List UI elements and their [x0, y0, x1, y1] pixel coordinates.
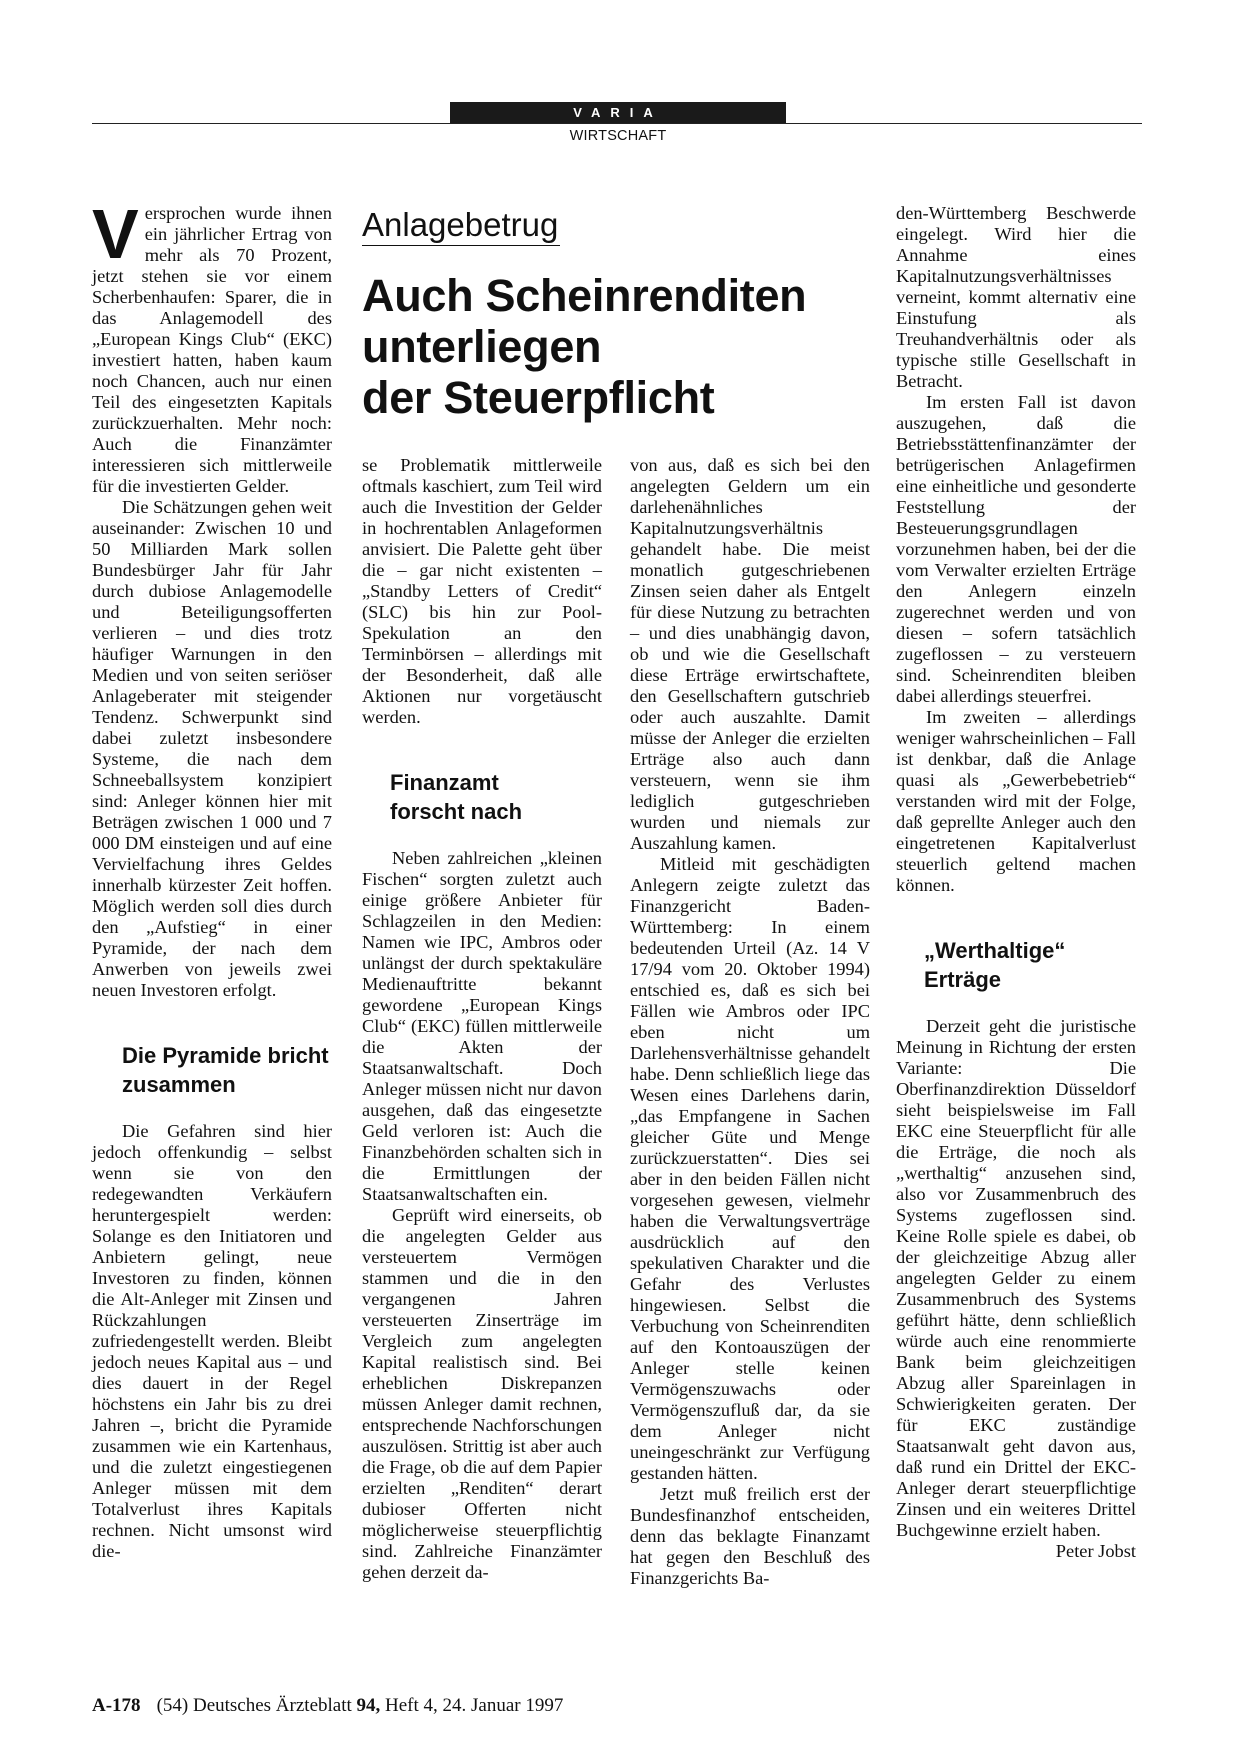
lead-text: ersprochen wurde ihnen ein jährlicher Ertrag von mehr als 70 Prozent, jetzt stehen sie vor einem Scherbenhaufen: Sparer, die in das Anlagemodell des „European Kings Club“ (EKC) investiert hatten, haben kaum noch Chancen, auch nur einen Teil des eingesetzten Kapitals zurückzuerhalten. Mehr noch: Auch die Finanzämter interessieren sich mittlerweile für die investierten Gelder. [92, 203, 332, 496]
article-kicker: Anlagebetrug [362, 205, 560, 246]
paragraph: den-Württemberg Beschwerde eingelegt. Wird hier die Annahme eines Kapitalnutzungsverhältnisses verneint, kommt alternativ eine Einstufung als Treuhandverhältnis oder als typische stille Gesellschaft in Betracht. [896, 203, 1136, 391]
paragraph: Die Schätzungen gehen weit auseinander: Zwischen 10 und 50 Milliarden Mark sollen Bundesbürger Jahr für Jahr durch dubiose Anlagemodelle und Beteiligungsofferten verlieren – und dies trotz häufiger Warnungen in den Medien und von seiten seriöser Anlageberater mit steigender Tendenz. Schwerpunkt sind dabei zuletzt insbesondere Systeme, die nach dem Schneeballsystem konzipiert sind: Anleger können hier mit Beträgen zwischen 1 000 und 7 000 DM einsteigen und auf eine Vervielfachung ihres Geldes innerhalb kürzester Zeit hoffen. Möglich werden soll dies durch den „Aufstieg“ in einer Pyramide, der nach dem Anwerben von jeweils zwei neuen Investoren erfolgt. [92, 497, 332, 1000]
drop-cap: V [92, 195, 139, 273]
column-3 [630, 455, 870, 1589]
paragraph: Im ersten Fall ist davon auszugehen, daß die Betriebsstättenfinanzämter der betrügerischen Anlagefirmen eine einheitliche und gesonderte Feststellung der Besteuerungsgrundlagen vorzunehmen haben, bei der die vom Verwalter erzielten Erträge den Anlegern einzeln zugerechnet werden und von diesen – sofern tatsächlich zugeflossen – zu versteuern sind. Scheinrenditen bleiben dabei allerdings steuerfrei. [896, 392, 1136, 706]
volume: 94, [356, 1695, 381, 1716]
subheading: „Werthaltige“ Erträge [924, 938, 1066, 992]
section-label: VARIA [450, 102, 786, 123]
headline-line: der Steuerpflicht [362, 372, 715, 423]
paragraph: Mitleid mit geschädigten Anlegern zeigte zuletzt das Finanzgericht Baden-Württemberg: In einem bedeutenden Urteil (Az. 14 V 17/94 vom 20. Oktober 1994) entschied es, daß es sich bei Fällen wie Ambros oder IPC eben nicht um Darlehensverhältnisse gehandelt habe. Denn schließlich liege das Wesen eines Darlehens darin, „das Empfangene in Sachen gleicher Güte und Menge zurückzuerstatten“. Dies sei aber in den beiden Fällen nicht vorgesehen gewesen, vielmehr haben die Verwaltungsverträge ausdrücklich auf den spekulativen Charakter und die Gefahr des Verlustes hingewiesen. Selbst die Verbuchung von Scheinrenditen auf den Kontoauszügen der Anleger stelle keinen Vermögenszuwachs oder Vermögenszufluß dar, da sie dem Anleger nicht uneingeschränkt zur Verfügung gestanden hätten. [630, 854, 870, 1483]
paragraph: Im zweiten – allerdings weniger wahrscheinlichen – Fall ist denkbar, daß die Anlage quasi als „Gewerbebetrieb“ verstanden wird mit der Folge, daß geprellte Anleger auch den eingetretenen Kapitalverlust steuerlich geltend machen können. [896, 707, 1136, 895]
paragraph: Geprüft wird einerseits, ob die angelegten Gelder aus versteuertem Vermögen stammen und die in den vergangenen Jahren versteuerten Zinserträge im Vergleich zum angelegten Kapital realistisch sind. Bei erheblichen Diskrepanzen müssen Anleger damit rechnen, entsprechende Nachforschungen auszulösen. Strittig ist aber auch die Frage, ob die auf dem Papier erzielten „Renditen“ derart dubioser Offerten nicht möglicherweise steuerpflichtig sind. Zahlreiche Finanzämter gehen derzeit da- [362, 1205, 602, 1582]
paragraph: se Problematik mittlerweile oftmals kaschiert, zum Teil wird auch die Investition der Gelder in hochrentablen Anlageformen anvisiert. Die Palette geht über die – gar nicht existenten – „Standby Letters of Credit“ (SLC) bis hin zur Pool-Spekulation an den Terminbörsen – allerdings mit der Besonderheit, daß alle Aktionen nur vorgetäuscht werden. [362, 455, 602, 727]
column-4 [896, 203, 1136, 1562]
article-headline [362, 270, 882, 423]
page-number: A-178 [92, 1695, 141, 1716]
column-2 [362, 455, 602, 1583]
subheading: Die Pyramide bricht zusammen [122, 1043, 329, 1097]
paragraph-text: Derzeit geht die juristische Meinung in Richtung der ersten Variante: Die Oberfinanzdirektion Düsseldorf sieht beispielsweise im Fall EKC eine Steuerpflicht für alle die Erträge, die noch als „werthaltig“ anzusehen sind, also vor Zusammenbruch des Systems zugeflossen sind. Keine Rolle spiele es dabei, ob der gleichzeitige Abzug aller angelegten Gelder zu einem Zusammenbruch des Systems geführt hätte, denn schließlich würde auch eine renommierte Bank beim gleichzeitigen Abzug aller Spareinlagen in Schwierigkeiten geraten. Der für EKC zuständige Staatsanwalt geht davon aus, daß rund ein Drittel der EKC-Anleger derart steuerpflichtige Zinsen und ein weiteres Drittel Buchgewinne erzielt haben. [896, 1016, 1136, 1540]
paragraph [896, 1016, 1136, 1561]
headline-line: Auch Scheinrenditen [362, 270, 807, 321]
paragraph: Die Gefahren sind hier jedoch offenkundig – selbst wenn sie von den redegewandten Verkäufern heruntergespielt werden: Solange es den Initiatoren und Anbietern gelingt, neue Investoren zu finden, können die Alt-Anleger mit Zinsen und Rückzahlungen zufriedengestellt werden. Bleibt jedoch neues Kapital aus – und dies dauert in der Regel höchstens ein Jahr bis zu drei Jahren –, bricht die Pyramide zusammen wie ein Kartenhaus, und die zuletzt eingestiegenen Anleger müssen mit dem Totalverlust ihres Kapitals rechnen. Nicht umsonst wird die- [92, 1121, 332, 1561]
lead-paragraph [92, 195, 332, 497]
paragraph: Neben zahlreichen „kleinen Fischen“ sorgten zuletzt auch einige größere Anbieter für Schlagzeilen in den Medien: Namen wie IPC, Ambros oder unlängst der durch spektakuläre Medienauftritte bekannt gewordene „European Kings Club“ (EKC) füllen mittlerweile die Akten der Staatsanwaltschaft. Doch Anleger müssen nicht nur davon ausgehen, daß das eingesetzte Geld verloren ist: Auch die Finanzbehörden schalten sich in die Ermittlungen der Staatsanwaltschaften ein. [362, 848, 602, 1204]
issue-date: Heft 4, 24. Januar 1997 [380, 1695, 564, 1716]
citation: (54) Deutsches Ärzteblatt [156, 1695, 357, 1716]
headline-line: unterliegen [362, 321, 602, 372]
paragraph: Jetzt muß freilich erst der Bundesfinanzhof entscheiden, denn das beklagte Finanzamt hat gegen den Beschluß des Finanzgerichts Ba- [630, 1484, 870, 1588]
page-footer [92, 1695, 563, 1717]
author-signature: Peter Jobst [1055, 1541, 1136, 1561]
subheading: Finanzamt forscht nach [390, 770, 523, 824]
subsection-label: WIRTSCHAFT [569, 128, 667, 144]
paragraph: von aus, daß es sich bei den angelegten Geldern um ein darlehenähnliches Kapitalnutzungsverhältnis gehandelt habe. Die meist monatlich gutgeschriebenen Zinsen seien daher als Entgelt für diese Nutzung zu betrachten – und dies unabhängig davon, ob und wie die Gesellschaft diese Erträge erwirtschaftete, den Gesellschaftern gutschrieb oder auch auszahlte. Damit müsse der Anleger die erzielten Erträge also auch dann versteuern, wenn sie ihm lediglich gutgeschrieben wurden und niemals zur Auszahlung kamen. [630, 455, 870, 853]
column-1 [92, 195, 332, 1562]
header-rule [92, 123, 1142, 124]
